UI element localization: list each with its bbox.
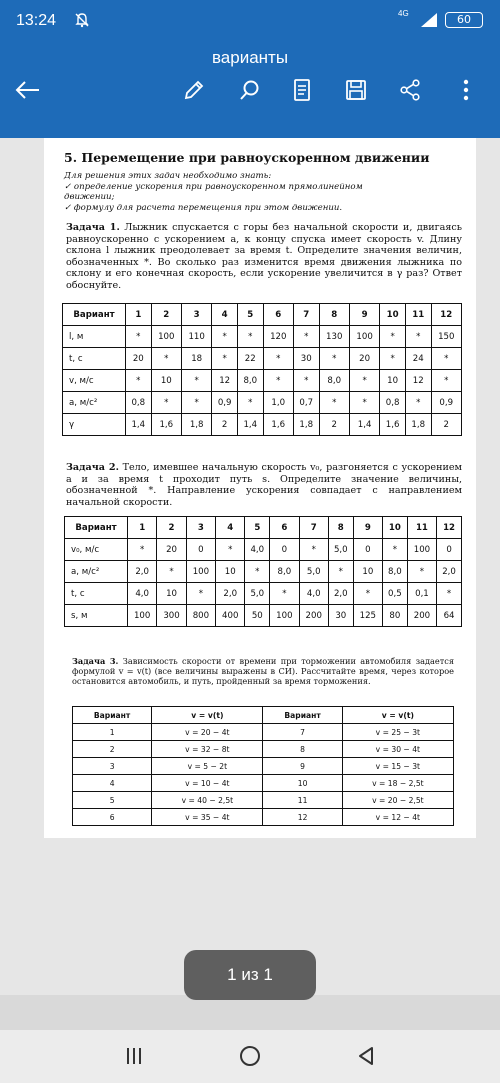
table-cell: *	[405, 326, 431, 348]
battery-icon: 60	[445, 12, 483, 28]
table-cell: 0	[186, 539, 215, 561]
table-cell: 20	[349, 348, 379, 370]
table-cell: 0,1	[407, 583, 436, 605]
column-header: 5	[237, 304, 263, 326]
table-cell: 4	[73, 775, 152, 792]
table-cell: 2,0	[437, 561, 462, 583]
table-cell: *	[407, 561, 436, 583]
table-cell: 100	[407, 539, 436, 561]
table-row	[63, 348, 462, 370]
column-header: 12	[437, 517, 462, 539]
network-type: 4G	[398, 9, 409, 18]
table-cell: *	[437, 583, 462, 605]
table-cell: 0,9	[431, 392, 461, 414]
table-cell: 1,8	[405, 414, 431, 436]
system-nav-bar	[0, 1030, 500, 1083]
table-cell: 110	[181, 326, 211, 348]
table-row	[73, 758, 454, 775]
table-cell: 30	[293, 348, 319, 370]
table-cell: 2	[319, 414, 349, 436]
table-cell: 4,0	[299, 583, 328, 605]
table-cell: 8	[263, 741, 342, 758]
table-cell: *	[151, 348, 181, 370]
table-cell: 5,0	[245, 583, 270, 605]
table-cell: 12	[212, 370, 238, 392]
column-header: 10	[383, 517, 408, 539]
table-cell: v = 10 − 4t	[152, 775, 263, 792]
table-cell: s, м	[65, 605, 128, 627]
column-header: 4	[212, 304, 238, 326]
table-cell: *	[270, 583, 299, 605]
table-cell: 4,0	[128, 583, 157, 605]
table-cell: v = 20 − 4t	[152, 724, 263, 741]
table-cell: *	[383, 539, 408, 561]
table-cell: 80	[383, 605, 408, 627]
table-cell: v = 30 − 4t	[342, 741, 453, 758]
table-cell: v = 35 − 4t	[152, 809, 263, 826]
column-header: v = v(t)	[152, 707, 263, 724]
task3-table	[72, 706, 454, 826]
table-cell: 0	[353, 539, 382, 561]
table-row	[73, 809, 454, 826]
table-cell: v = 12 − 4t	[342, 809, 453, 826]
table-cell: 100	[128, 605, 157, 627]
column-header: 6	[270, 517, 299, 539]
table-cell: *	[157, 561, 186, 583]
table-cell: 50	[245, 605, 270, 627]
table-cell: 0,8	[380, 392, 406, 414]
table-cell: *	[237, 326, 263, 348]
table-cell: *	[181, 392, 211, 414]
back-arrow-icon[interactable]	[14, 76, 42, 104]
table-cell: *	[212, 348, 238, 370]
table-cell: 20	[126, 348, 152, 370]
share-icon[interactable]	[396, 76, 424, 104]
table-cell: *	[328, 561, 353, 583]
section-title: 5. Перемещение при равноускоренном движении	[64, 150, 430, 165]
table-cell: *	[181, 370, 211, 392]
table-cell: *	[319, 392, 349, 414]
table-cell: *	[212, 326, 238, 348]
table-cell: 10	[380, 370, 406, 392]
table-cell: *	[126, 326, 152, 348]
mute-bell-icon	[74, 12, 90, 32]
table-cell: 2	[431, 414, 461, 436]
task1-text: Задача 1. Лыжник спускается с горы без начальной скорости и, двигаясь равноускоренно с ускорением a, к концу спуска имеет скорость v. Длину склона l лыжник преодолевает за время t. Определите значения величин, обозначенных *. Во сколько раз изменится время движения лыжника по склону и его конечная скорость, если ускорение увеличится в γ раз? Ответ обоснуйте.	[66, 222, 462, 291]
table-cell: 8,0	[237, 370, 263, 392]
app-bar	[0, 42, 500, 138]
column-header: 12	[431, 304, 461, 326]
table-cell: 2	[212, 414, 238, 436]
table-cell: a, м/с²	[63, 392, 126, 414]
table-cell: v = 20 − 2,5t	[342, 792, 453, 809]
table-cell: 6	[73, 809, 152, 826]
table-cell: *	[431, 348, 461, 370]
table-cell: 11	[263, 792, 342, 809]
table-cell: 200	[299, 605, 328, 627]
column-header: 11	[405, 304, 431, 326]
table-cell: t, с	[63, 348, 126, 370]
table-cell: 8,0	[319, 370, 349, 392]
table-cell: 1,8	[181, 414, 211, 436]
table-cell: 0,9	[212, 392, 238, 414]
table-cell: 30	[328, 605, 353, 627]
table-cell: *	[237, 392, 263, 414]
table-row	[63, 414, 462, 436]
more-vert-icon[interactable]	[452, 76, 480, 104]
column-header: 5	[245, 517, 270, 539]
page-indicator: 1 из 1	[184, 950, 316, 1000]
column-header: Вариант	[73, 707, 152, 724]
column-header: 2	[151, 304, 181, 326]
column-header: 3	[186, 517, 215, 539]
task2-table	[64, 516, 462, 627]
table-cell: 0,5	[383, 583, 408, 605]
table-cell: 1,4	[126, 414, 152, 436]
table-cell: 100	[151, 326, 181, 348]
table-cell: *	[380, 348, 406, 370]
column-header: 2	[157, 517, 186, 539]
task2-text: Задача 2. Тело, имевшее начальную скорость v₀, разгоняется с ускорением a и за время t проходит путь s. Определите значение величины, обозначенной *. Направление ускорения совпадает с направлением начальной скорости.	[66, 462, 462, 508]
table-row	[73, 775, 454, 792]
column-header: 9	[353, 517, 382, 539]
table-cell: 8,0	[270, 561, 299, 583]
table-cell: 10	[353, 561, 382, 583]
table-cell: 9	[263, 758, 342, 775]
table-cell: *	[380, 326, 406, 348]
table-cell: 1	[73, 724, 152, 741]
table-cell: v = 15 − 3t	[342, 758, 453, 775]
column-header: 6	[263, 304, 293, 326]
table-cell: l, м	[63, 326, 126, 348]
column-header: 3	[181, 304, 211, 326]
column-header: 1	[128, 517, 157, 539]
table-cell: 1,6	[263, 414, 293, 436]
table-cell: 100	[186, 561, 215, 583]
app-title: варианты	[211, 48, 289, 67]
table-row	[63, 392, 462, 414]
table-cell: *	[263, 370, 293, 392]
table-cell: 3	[73, 758, 152, 775]
column-header: 11	[407, 517, 436, 539]
table-cell: 1,6	[380, 414, 406, 436]
table-cell: *	[353, 583, 382, 605]
column-header: 8	[319, 304, 349, 326]
table-cell: 1,6	[151, 414, 181, 436]
table-row	[73, 724, 454, 741]
table-cell: v = 5 − 2t	[152, 758, 263, 775]
table-cell: 2,0	[328, 583, 353, 605]
table-cell: 5,0	[299, 561, 328, 583]
table-cell: *	[349, 370, 379, 392]
table-row	[63, 326, 462, 348]
table-cell: 12	[263, 809, 342, 826]
signal-icon	[420, 12, 438, 32]
table-cell: 120	[263, 326, 293, 348]
table-row	[63, 370, 462, 392]
column-header: 7	[299, 517, 328, 539]
column-header: 9	[349, 304, 379, 326]
table-cell: 1,4	[237, 414, 263, 436]
table-cell: *	[186, 583, 215, 605]
table-cell: 1,4	[349, 414, 379, 436]
table-row	[65, 539, 462, 561]
table-cell: 2	[73, 741, 152, 758]
table-row	[65, 583, 462, 605]
document-page	[44, 138, 476, 838]
table-row	[73, 741, 454, 758]
table-cell: 150	[431, 326, 461, 348]
table-cell: *	[245, 561, 270, 583]
column-header: 1	[126, 304, 152, 326]
column-header: v = v(t)	[342, 707, 453, 724]
column-header: Вариант	[65, 517, 128, 539]
back-triangle-icon[interactable]	[354, 1044, 378, 1068]
table-cell: t, с	[65, 583, 128, 605]
intro-text: Для решения этих задач необходимо знать: ✓ определение ускорения при равноускоренном прямолинейном движении; ✓ формулу для расчета перемещения при этом движении.	[64, 171, 363, 213]
table-cell: *	[431, 370, 461, 392]
table-cell: *	[349, 392, 379, 414]
column-header: 4	[216, 517, 245, 539]
table-cell: 7	[263, 724, 342, 741]
table-cell: *	[293, 326, 319, 348]
table-cell: v = 40 − 2,5t	[152, 792, 263, 809]
table-cell: 200	[407, 605, 436, 627]
table-cell: 0,8	[126, 392, 152, 414]
status-time: 13:24	[16, 12, 57, 29]
table-cell: 125	[353, 605, 382, 627]
column-header: 8	[328, 517, 353, 539]
table-cell: 300	[157, 605, 186, 627]
column-header: 7	[293, 304, 319, 326]
table-cell: 4,0	[245, 539, 270, 561]
table-row	[65, 605, 462, 627]
table-cell: *	[293, 370, 319, 392]
table-cell: v = 25 − 3t	[342, 724, 453, 741]
home-icon[interactable]	[238, 1044, 262, 1068]
document-icon[interactable]	[288, 76, 316, 104]
table-row	[73, 792, 454, 809]
document-viewer[interactable]	[0, 138, 500, 995]
table-cell: 1,0	[263, 392, 293, 414]
table-cell: 20	[157, 539, 186, 561]
table-cell: 400	[216, 605, 245, 627]
table-cell: v, м/с	[63, 370, 126, 392]
table-cell: 18	[181, 348, 211, 370]
recent-apps-icon[interactable]	[122, 1044, 146, 1068]
table-cell: 5,0	[328, 539, 353, 561]
table-cell: v = 18 − 2,5t	[342, 775, 453, 792]
table-cell: γ	[63, 414, 126, 436]
table-cell: 100	[349, 326, 379, 348]
table-cell: v = 32 − 8t	[152, 741, 263, 758]
table-cell: *	[126, 370, 152, 392]
table-cell: 2,0	[216, 583, 245, 605]
search-icon[interactable]	[236, 76, 264, 104]
table-cell: 10	[216, 561, 245, 583]
table-cell: 22	[237, 348, 263, 370]
table-cell: 0,7	[293, 392, 319, 414]
table-cell: *	[299, 539, 328, 561]
table-cell: 10	[151, 370, 181, 392]
table-cell: 0	[437, 539, 462, 561]
save-icon[interactable]	[342, 76, 370, 104]
table-cell: a, м/с²	[65, 561, 128, 583]
table-cell: 8,0	[383, 561, 408, 583]
table-cell: *	[319, 348, 349, 370]
status-bar	[0, 0, 500, 42]
table-cell: 10	[157, 583, 186, 605]
table-cell: *	[263, 348, 293, 370]
task1-table	[62, 303, 462, 436]
table-cell: 64	[437, 605, 462, 627]
table-cell: *	[405, 392, 431, 414]
table-cell: 12	[405, 370, 431, 392]
table-cell: 5	[73, 792, 152, 809]
table-cell: *	[216, 539, 245, 561]
table-cell: 24	[405, 348, 431, 370]
column-header: Вариант	[263, 707, 342, 724]
table-cell: *	[128, 539, 157, 561]
edit-pencil-icon[interactable]	[180, 76, 208, 104]
task3-text: Задача 3. Зависимость скорости от времени при торможении автомобиля задается формулой v = v(t) (все величины выражены в СИ). Рассчитайте время, через которое остановится автомобиль, и путь, пройденный за время торможения.	[72, 656, 454, 686]
table-row	[65, 561, 462, 583]
table-cell: 2,0	[128, 561, 157, 583]
table-cell: 800	[186, 605, 215, 627]
table-cell: 130	[319, 326, 349, 348]
table-cell: 10	[263, 775, 342, 792]
table-cell: 100	[270, 605, 299, 627]
column-header: Вариант	[63, 304, 126, 326]
table-cell: 0	[270, 539, 299, 561]
table-cell: v₀, м/с	[65, 539, 128, 561]
table-cell: *	[151, 392, 181, 414]
table-cell: 1,8	[293, 414, 319, 436]
column-header: 10	[380, 304, 406, 326]
